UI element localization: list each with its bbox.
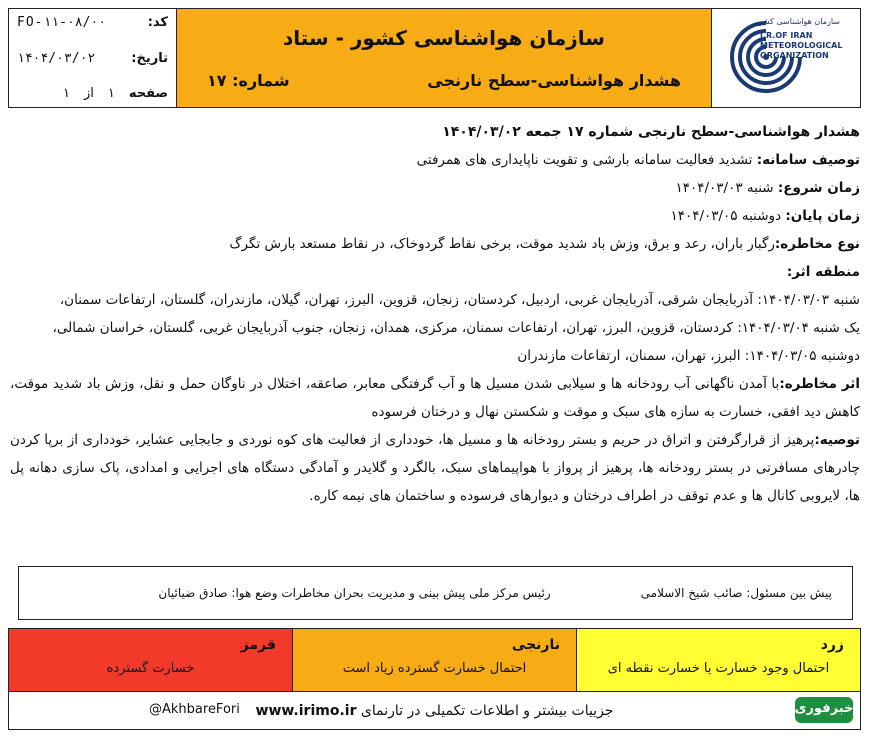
level-red-desc: خسارت گسترده — [106, 661, 195, 676]
page-current: ۱ — [107, 86, 115, 101]
logo-line-2: METEOROLOGICAL — [760, 41, 843, 50]
level-yellow-name: زرد — [820, 637, 844, 653]
region-label: منطقه اثر: — [786, 264, 860, 280]
start-value: شنبه ۱۴۰۴/۰۳/۰۳ — [675, 180, 778, 196]
logo-text-en — [760, 31, 846, 61]
footer-info-text: جزییات بیشتر و اطلاعات تکمیلی در تارنمای — [360, 702, 614, 719]
level-yellow — [576, 629, 860, 691]
region-day-3: دوشنبه ۱۴۰۴/۰۳/۰۵: البرز، تهران، سمنان، ارتفاعات مازندران — [517, 348, 860, 364]
impact-line — [10, 370, 860, 426]
title-block — [177, 9, 711, 107]
warning-title: هشدار هواشناسی-سطح نارنجی — [427, 71, 681, 91]
irimo-logo — [726, 15, 846, 101]
advice-label: توصیه: — [814, 432, 860, 448]
website-link[interactable]: www.irimo.ir — [255, 702, 357, 719]
warning-body — [10, 118, 860, 510]
level-yellow-desc: احتمال وجود خسارت یا خسارت نقطه ای — [607, 661, 830, 676]
page-row — [17, 86, 168, 101]
system-label: توصیف سامانه: — [756, 152, 860, 168]
date-value: ۱۴۰۴/۰۳/۰۲ — [17, 50, 96, 66]
level-red — [9, 629, 292, 691]
level-orange-desc: احتمال خسارت گسترده زیاد است — [342, 661, 527, 676]
region-day-2: یک شنبه ۱۴۰۴/۰۳/۰۴: کردستان، قزوین، البرز، تهران، ارتفاعات سمنان، مرکزی، همدان، زنجان، جنوب آذربایجان غربی، گلستان، خراسان شمالی، — [52, 320, 860, 336]
logo-text-fa: سازمان هواشناسی کشور — [754, 17, 840, 26]
forecaster-signature: پیش بین مسئول: صائب شیخ الاسلامی — [640, 586, 832, 600]
document-meta — [9, 9, 177, 107]
hazard-label: نوع مخاطره: — [774, 236, 860, 252]
advice-line — [10, 426, 860, 510]
page-total: ۱ — [62, 86, 70, 101]
system-line — [10, 146, 860, 174]
number-value: ۱۷ — [207, 71, 227, 91]
level-orange-name: نارنجی — [511, 637, 560, 653]
system-value: تشدید فعالیت سامانه بارشی و تقویت ناپایداری های همرفتی — [416, 152, 757, 168]
warning-levels — [8, 628, 861, 692]
hazard-line — [10, 230, 860, 258]
start-label: زمان شروع: — [777, 180, 860, 196]
code-row — [17, 15, 168, 30]
date-label: تاریخ: — [131, 50, 168, 66]
footer-info — [9, 703, 860, 719]
body-heading: هشدار هواشناسی-سطح نارنجی شماره ۱۷ جمعه ۱۴۰۴/۰۳/۰۲ — [442, 124, 860, 140]
impact-label: اثر مخاطره: — [779, 376, 860, 392]
khabarfori-logo — [794, 694, 854, 726]
social-handle: @AkhbareFori — [149, 702, 240, 717]
end-value: دوشنبه ۱۴۰۴/۰۳/۰۵ — [670, 208, 786, 224]
logo-line-1: I.R.OF IRAN — [760, 31, 813, 40]
warning-number — [207, 71, 290, 90]
signatures-box — [18, 566, 853, 620]
head-signature: رئیس مرکز ملی پیش بینی و مدیریت بحران مخاطرات وضع هوا: صادق ضیائیان — [158, 586, 551, 600]
document-header — [8, 8, 861, 108]
advice-value: پرهیز از قرارگرفتن و اتراق در حریم و بستر رودخانه ها و مسیل ها، خودداری از فعالیت های کوه نوردی و جابجایی عشایر، خودداری از برپا کردن چادرهای مسافرتی در بستر رودخانه ها، پرهیز از پرواز با هواپیماهای سبک، بالگرد و گلایدر و آمادگی دستگاه های اجرایی و امدادی، پاک سازی دهانه پل ها، لایروبی کانال ها و عدم توقف در اطراف درختان و دیوارهای فرسوده و ساختمان های نیمه کاره. — [10, 432, 860, 504]
subtitle-row — [207, 71, 681, 90]
page-label: صفحه — [128, 86, 168, 101]
region-day-1: شنبه ۱۴۰۴/۰۳/۰۳: آذربایجان شرقی، آذربایجان غربی، اردبیل، کردستان، زنجان، قزوین، البرز، تهران، گیلان، مازندران، گلستان، ارتفاعات سمنان، — [59, 292, 860, 308]
document-footer — [8, 692, 861, 730]
date-row — [17, 51, 168, 66]
hazard-value: رگبار باران، رعد و برق، وزش باد شدید موقت، برخی نقاط گردوخاک، در نقاط مستعد بارش تگرگ — [229, 236, 775, 252]
start-line — [10, 174, 860, 202]
code-label: کد: — [147, 15, 168, 30]
number-label: شماره: — [232, 71, 290, 91]
org-title: سازمان هواشناسی کشور - ستاد — [283, 25, 605, 50]
logo-block — [711, 9, 860, 107]
brand-text: خبرفوری — [794, 701, 854, 716]
level-orange — [292, 629, 576, 691]
code-value: FO-۱۱-۰۸/۰۰ — [17, 15, 107, 30]
end-label: زمان پایان: — [785, 208, 860, 224]
impact-value: با آمدن ناگهانی آب رودخانه ها و سیلابی شدن مسیل ها و آب گرفتگی معابر، صاعقه، اختلال در ناوگان حمل و نقل، وزش باد شدید موقت، کاهش دید افقی، خسارت به سازه های سبک و موقت و شکستن نهال و درختان فرسوده — [10, 376, 860, 420]
end-line — [10, 202, 860, 230]
page-of: از — [83, 86, 94, 101]
logo-line-3: ORGANIZATION — [760, 51, 829, 60]
level-red-name: قرمز — [240, 637, 276, 653]
